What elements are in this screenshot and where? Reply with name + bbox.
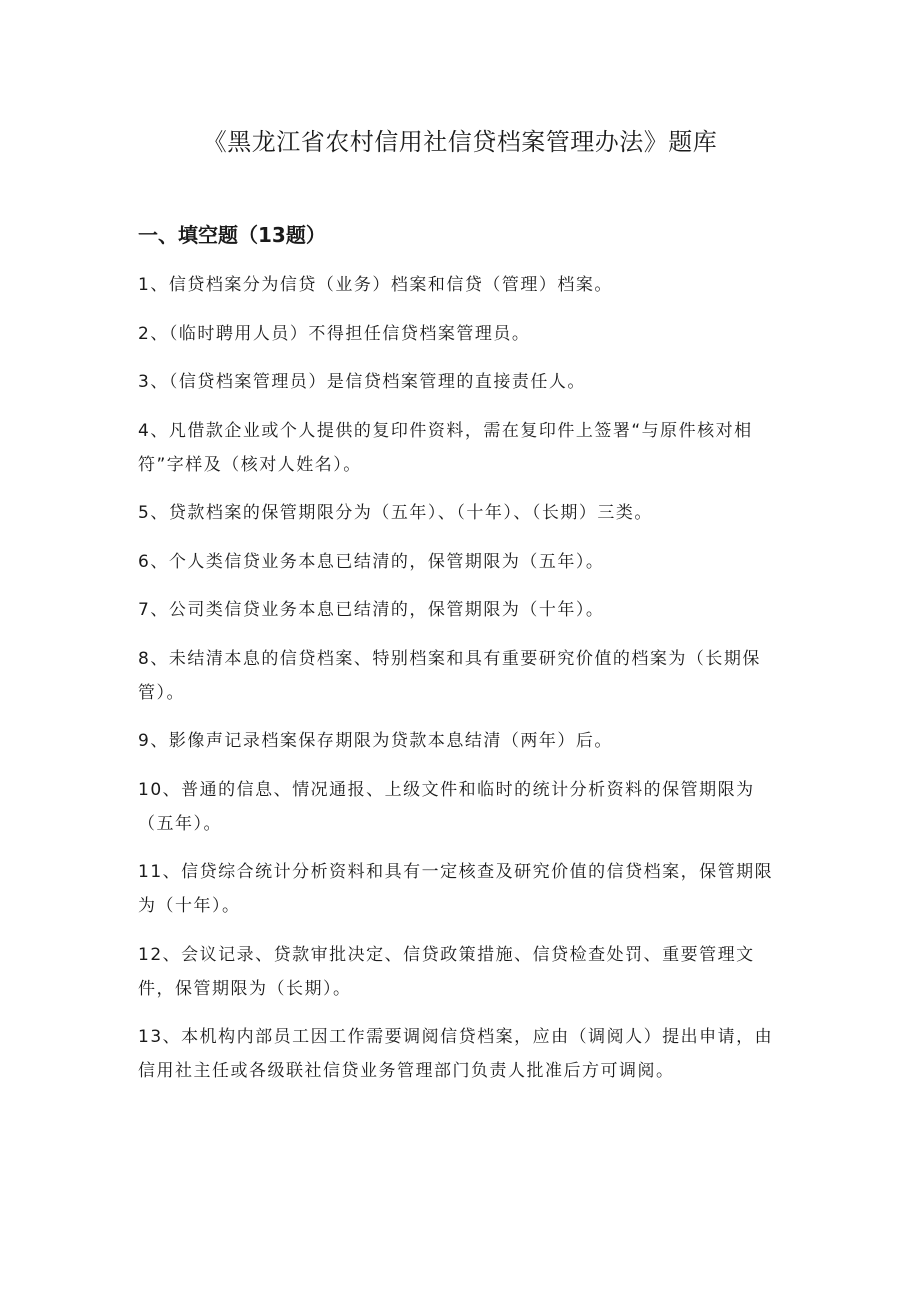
- question-list: [138, 268, 788, 1103]
- question-item: 1、信贷档案分为信贷（业务）档案和信贷（管理）档案。: [138, 275, 613, 295]
- section-heading: 一、填空题（13题）: [138, 223, 326, 247]
- question-item: 4、凡借款企业或个人提供的复印件资料，需在复印件上签署“与原件核对相符”字样及（核对人姓名）。: [138, 420, 753, 475]
- question-item: 7、公司类信贷业务本息已结清的，保管期限为（十年）。: [138, 600, 605, 620]
- question-item: 10、普通的信息、情况通报、上级文件和临时的统计分析资料的保管期限为（五年）。: [138, 779, 755, 834]
- question-item: 5、贷款档案的保管期限分为（五年）、（十年）、（长期）三类。: [138, 503, 653, 523]
- document-title: 《黑龙江省农村信用社信贷档案管理办法》题库: [202, 128, 718, 156]
- question-item: 8、未结清本息的信贷档案、特别档案和具有重要研究价值的档案为（长期保管）。: [138, 648, 761, 703]
- question-item: 13、本机构内部员工因工作需要调阅信贷档案，应由（调阅人）提出申请，由信用社主任或各级联社信贷业务管理部门负责人批准后方可调阅。: [138, 1027, 774, 1081]
- question-item: 11、信贷综合统计分析资料和具有一定核查及研究价值的信贷档案，保管期限为（十年）。: [138, 862, 774, 916]
- question-item: 9、影像声记录档案保存期限为贷款本息结清（两年）后。: [138, 731, 613, 751]
- question-item: 6、个人类信贷业务本息已结清的，保管期限为（五年）。: [138, 551, 605, 572]
- question-item: 3、（信贷档案管理员）是信贷档案管理的直接责任人。: [138, 372, 586, 392]
- question-item: 12、会议记录、贷款审批决定、信贷政策措施、信贷检查处罚、重要管理文件，保管期限为（长期）。: [138, 944, 755, 999]
- question-item: 2、（临时聘用人员）不得担任信贷档案管理员。: [138, 323, 531, 344]
